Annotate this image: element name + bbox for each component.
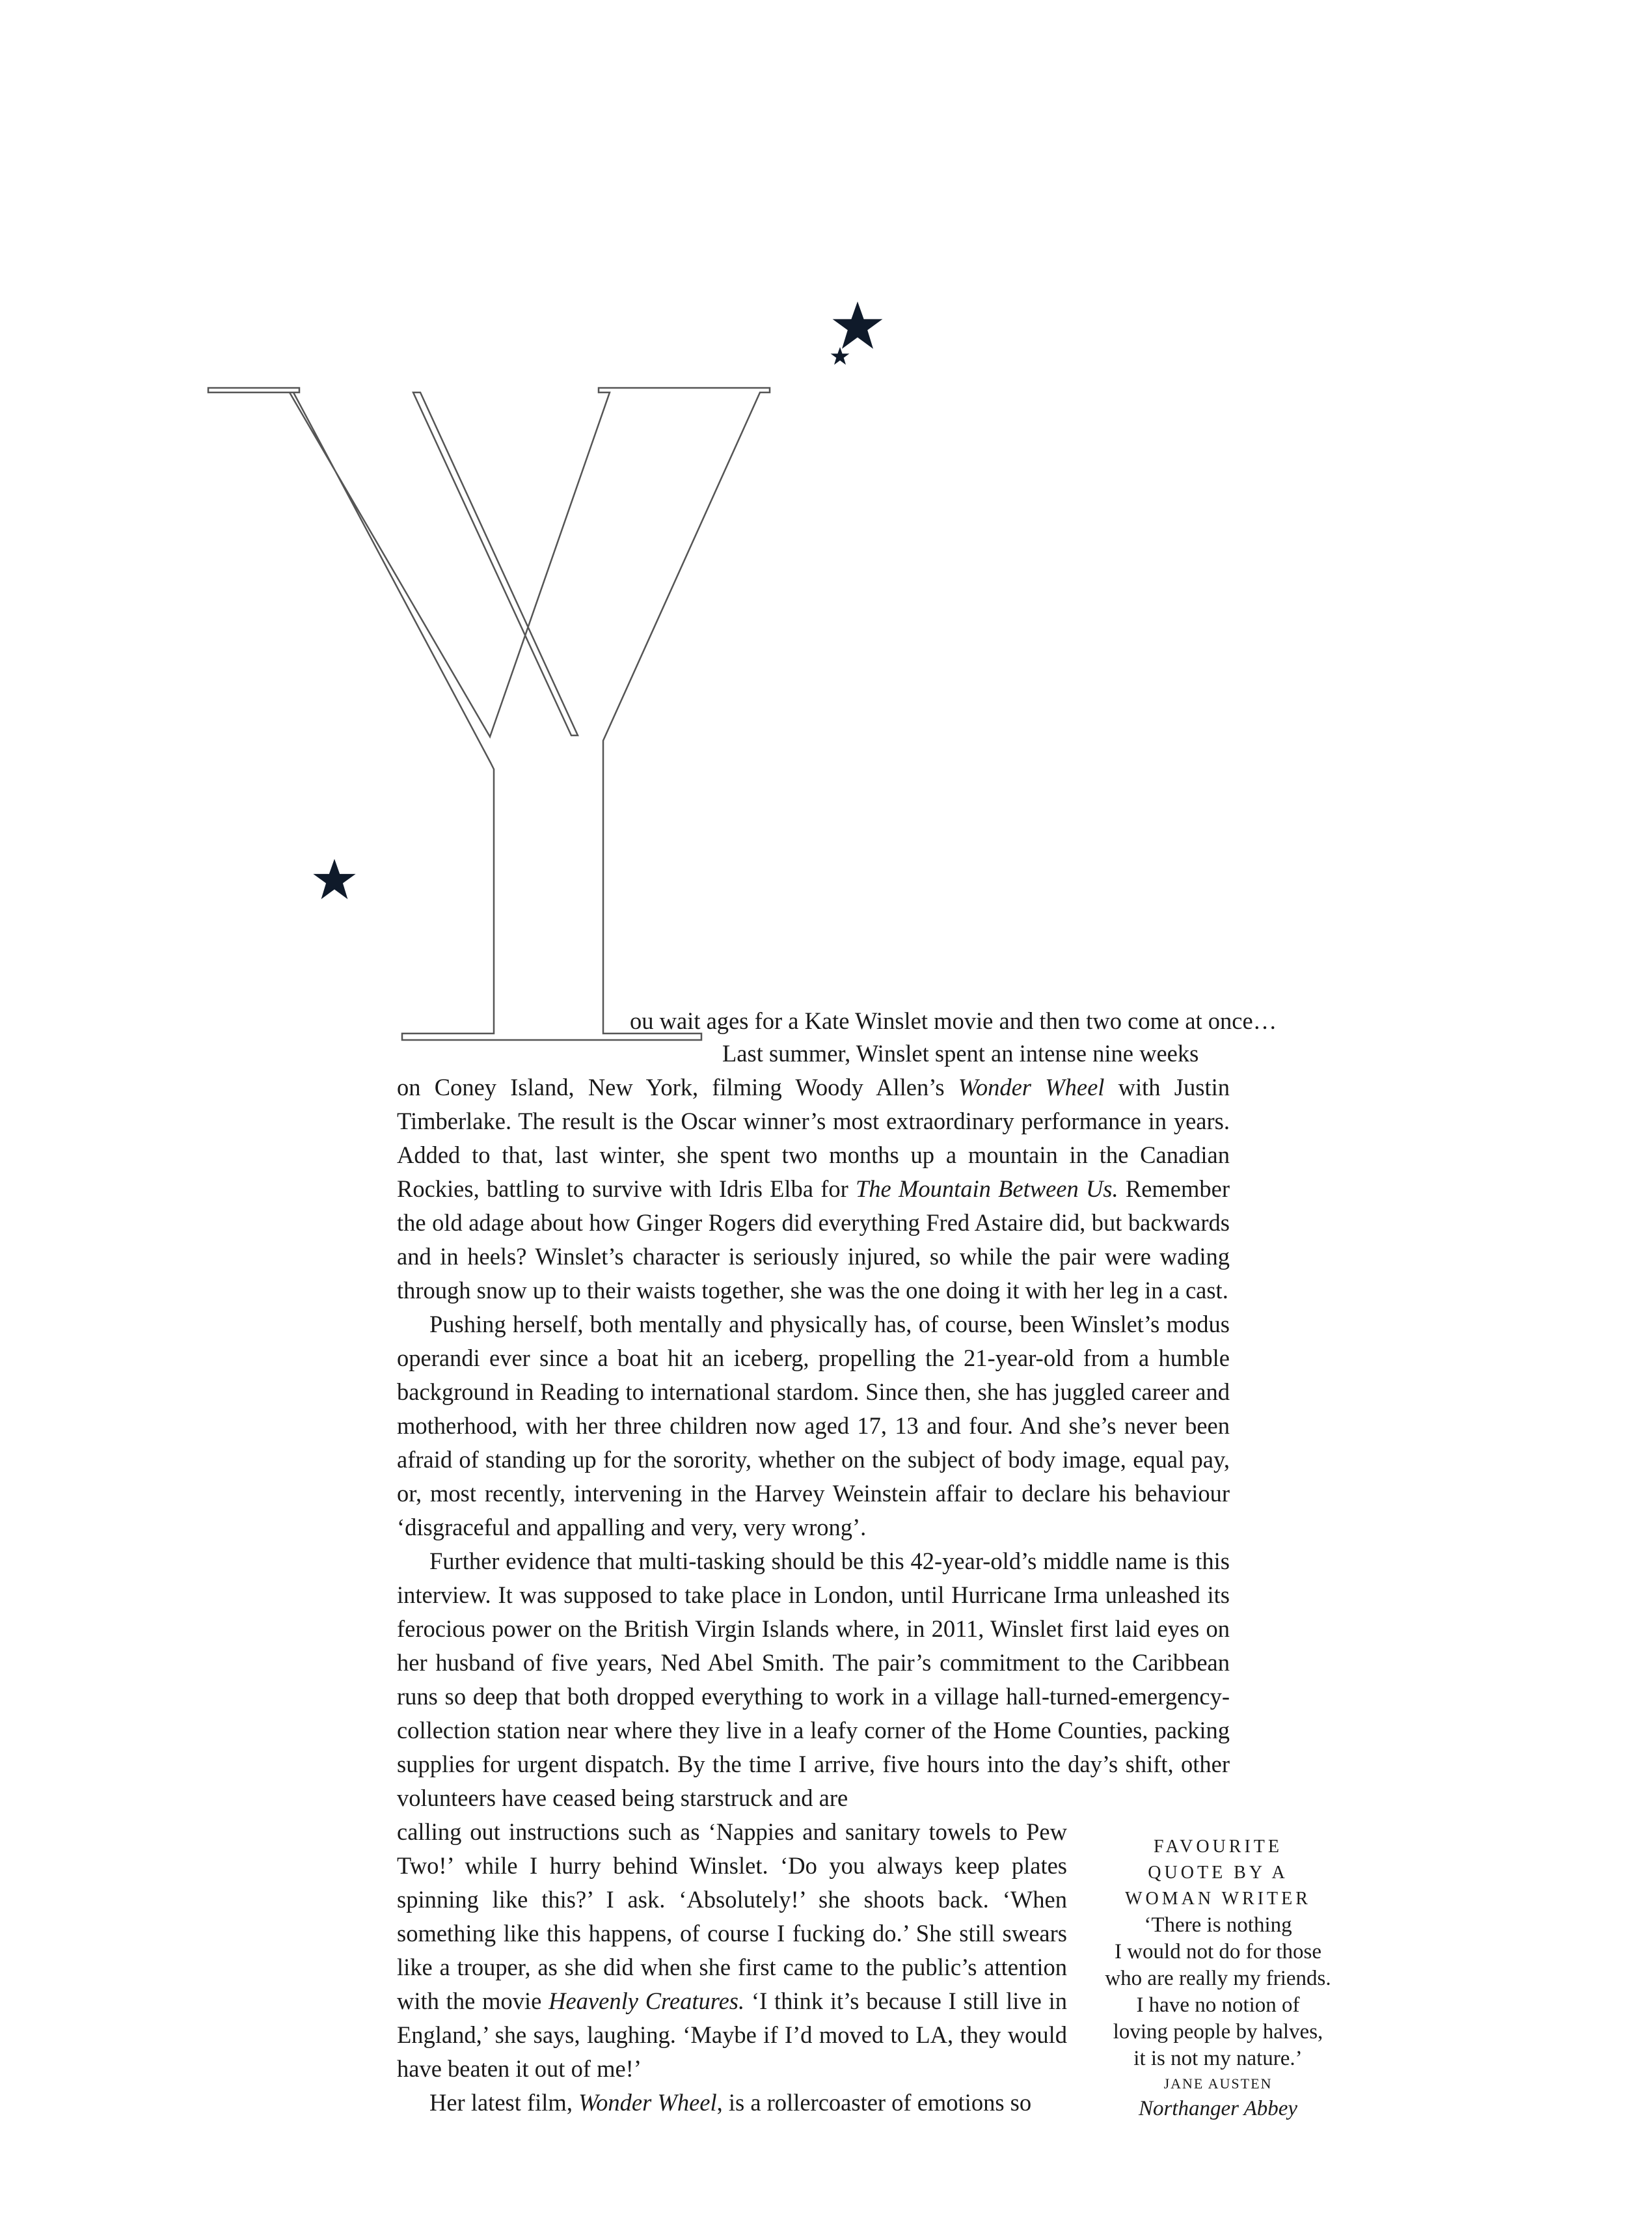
quote-line: I have no notion of bbox=[1136, 1993, 1300, 2017]
text-run: Her latest film, bbox=[429, 2089, 579, 2116]
sidebar-heading bbox=[1088, 1834, 1348, 1912]
text-run: calling out instructions such as ‘Nappies and sanitary towels to Pew Two!’ while I hurry behind Winslet. ‘Do you always keep plates spinning like this?’ I ask. ‘Absolutely!’ she shoots back. ‘When something like this happens, of course I fucking do.’ She still swears like a trouper, as she did when she first came to the public’s attention with the movie bbox=[397, 1818, 1067, 2014]
article-paragraph-3-continued bbox=[397, 1815, 1067, 2086]
quote-line: I would not do for those bbox=[1114, 1940, 1322, 1963]
article-paragraph-4 bbox=[397, 2086, 1067, 2120]
sidebar-quote-text bbox=[1088, 1912, 1348, 2072]
film-title: Heavenly Creatures. bbox=[548, 1988, 745, 2014]
text-run: , is a rollercoaster of emotions so bbox=[716, 2089, 1032, 2116]
article-line: Last summer, Winslet spent an intense nine weeks bbox=[722, 1040, 1199, 1067]
film-title: Wonder Wheel bbox=[578, 2089, 717, 2116]
star-icon-small-top bbox=[830, 346, 850, 366]
quote-line: ‘There is nothing bbox=[1144, 1913, 1292, 1937]
text-run: ‘I think it’s because I still live in England,’ she says, laughing. ‘Maybe if I’d moved to LA, they would have beaten it out of me!’ bbox=[397, 1988, 1067, 2082]
star-icon-left bbox=[312, 857, 357, 901]
film-title: Wonder Wheel bbox=[958, 1074, 1105, 1101]
quote-author: JANE AUSTEN bbox=[1163, 2075, 1273, 2092]
article-paragraph-2: Pushing herself, both mentally and physically has, of course, been Winslet’s modus operandi ever since a boat hit an iceberg, propelling the 21-year-old from a humble background in Reading to international stardom. Since then, she has juggled career and motherhood, with her three children now aged 17, 13 and four. And she’s never been afraid of standing up for the sorority, whether on the subject of body image, equal pay, or, most recently, intervening in the Harvey Weinstein affair to declare his behaviour ‘disgraceful and appalling and very, very wrong’. bbox=[397, 1311, 1230, 1540]
article-first-line: ou wait ages for a Kate Winslet movie and then two come at once… bbox=[630, 1007, 1277, 1034]
film-title: The Mountain Between Us. bbox=[856, 1175, 1118, 1202]
sidebar-heading-line: WOMAN WRITER bbox=[1125, 1889, 1311, 1909]
quote-line: loving people by halves, bbox=[1113, 2020, 1323, 2044]
sidebar-heading-line: QUOTE BY A bbox=[1148, 1863, 1288, 1883]
text-run: with Justin Timberlake. The result is the Oscar winner’s most extraordinary performance in years. Added to that, last winter, she spent two months up a mountain in the Canadian Rockies, battling to survive with Idris Elba for bbox=[397, 1074, 1230, 1202]
text-run: on Coney Island, New York, filming Woody Allen’s bbox=[397, 1074, 958, 1101]
sidebar-heading-line: FAVOURITE bbox=[1154, 1837, 1282, 1857]
text-run: Remember the old adage about how Ginger Rogers did everything Fred Astaire did, but backwards and in heels? Winslet’s character is seriously injured, so while the pair were wading through snow up to their waists together, she was the one doing it with her leg in a cast. bbox=[397, 1175, 1230, 1304]
quote-line: who are really my friends. bbox=[1105, 1967, 1331, 1990]
dropcap-y-outline bbox=[208, 388, 770, 1040]
sidebar-quote bbox=[1088, 1834, 1348, 2122]
quote-line: it is not my nature.’ bbox=[1133, 2047, 1303, 2070]
article-paragraph-1-body bbox=[397, 1071, 1230, 1307]
dropcap-letter-y bbox=[195, 286, 833, 1061]
article-paragraph-3: Further evidence that multi-tasking should be this 42-year-old’s middle name is this interview. It was supposed to take place in London, until Hurricane Irma unleashed its ferocious power on the British Virgin Islands where, in 2011, Winslet first laid eyes on her husband of five years, Ned Abel Smith. The pair’s commitment to the Caribbean runs so deep that both dropped everything to work in a village hall-turned-emergency-collection station near where they live in a leafy corner of the Home Counties, packing supplies for urgent dispatch. By the time I arrive, five hours into the day’s shift, other volunteers have ceased being starstruck and are bbox=[397, 1548, 1230, 1811]
quote-source: Northanger Abbey bbox=[1138, 2097, 1298, 2120]
star-icon-large-top bbox=[832, 299, 884, 351]
